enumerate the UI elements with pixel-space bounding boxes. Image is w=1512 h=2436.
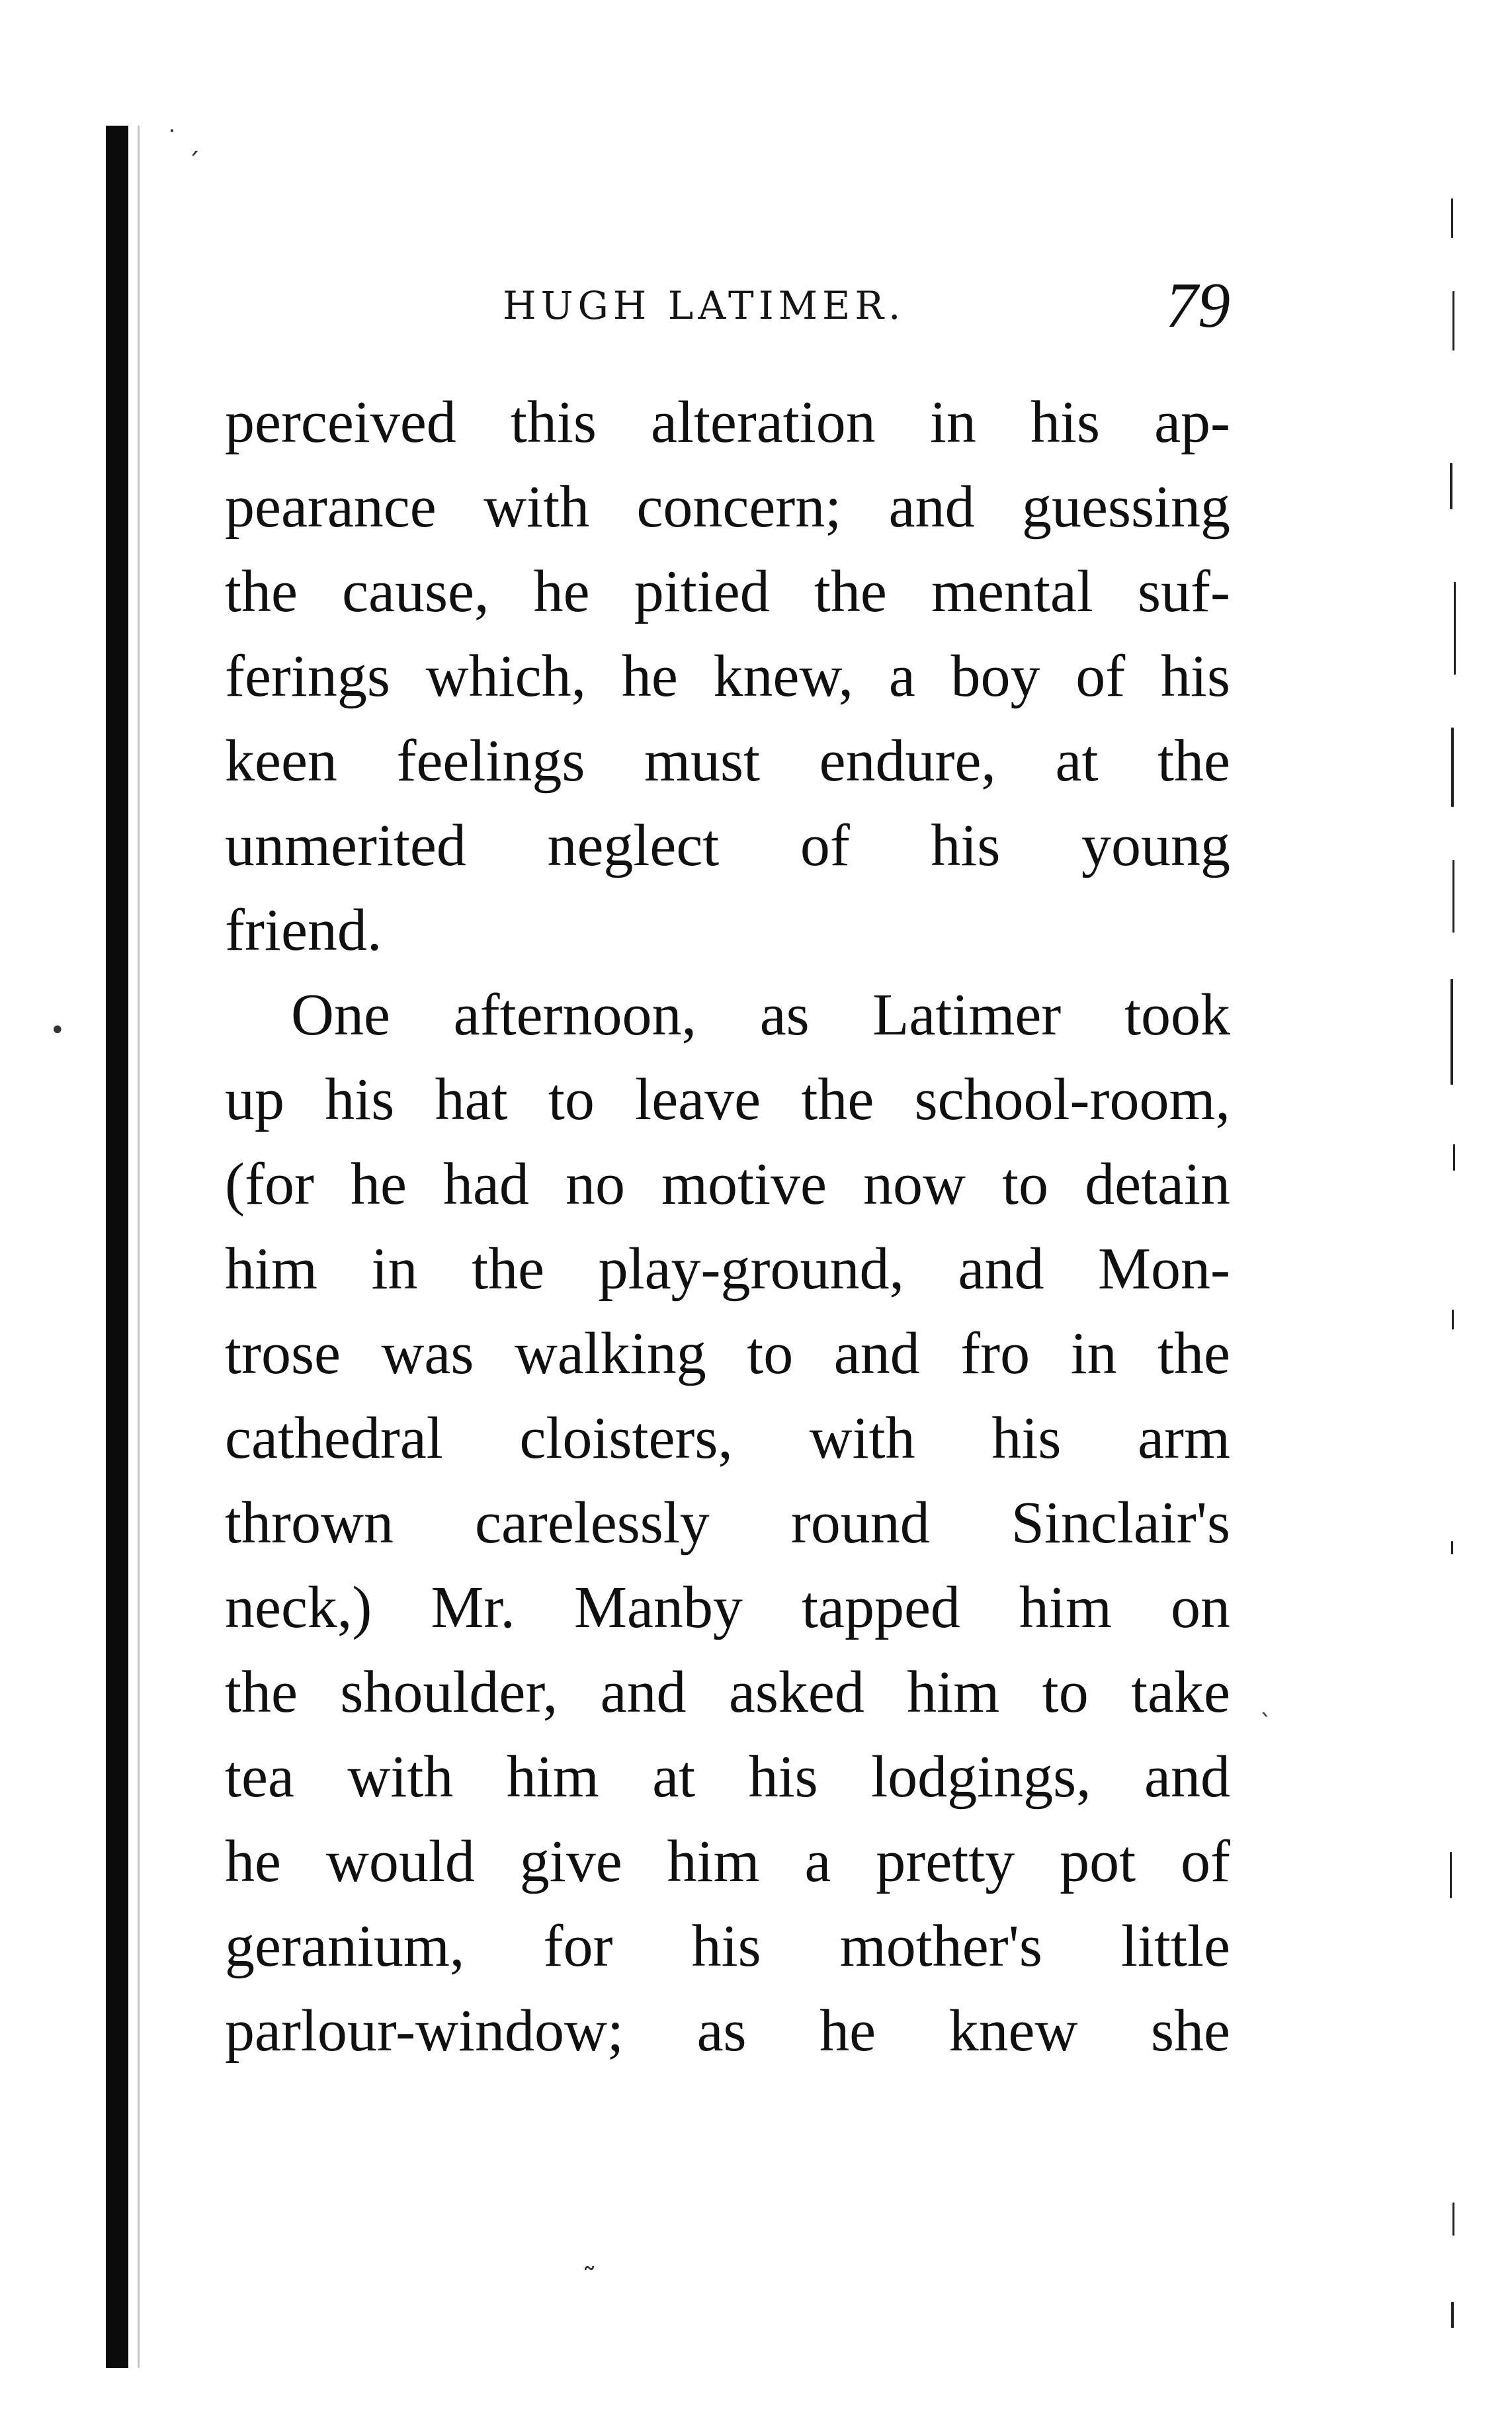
text-line: trose was walking to and fro in the xyxy=(225,1321,1230,1386)
text-line: him in the play-ground, and Mon- xyxy=(225,1236,1230,1302)
text-line: up his hat to leave the school-room, xyxy=(225,1067,1230,1132)
text-line: keen feelings must endure, at the xyxy=(225,728,1230,794)
text-line: (for he had no motive now to detain xyxy=(225,1152,1230,1217)
paragraph-start-line: One afternoon, as Latimer took xyxy=(291,982,1230,1048)
text-line: parlour-window; as he knew she xyxy=(225,1998,1230,2064)
right-page-edge-specks xyxy=(1449,185,1466,2368)
text-line: neck,) Mr. Manby tapped him on xyxy=(225,1575,1230,1640)
text-line: perceived this alteration in his ap- xyxy=(225,390,1230,455)
text-line: thrown carelessly round Sinclair's xyxy=(225,1490,1230,1556)
text-line: cathedral cloisters, with his arm xyxy=(225,1406,1230,1471)
text-line: tea with him at his lodgings, and xyxy=(225,1744,1230,1810)
running-title: HUGH LATIMER. xyxy=(503,283,905,328)
text-line: pearance with concern; and guessing xyxy=(225,474,1230,540)
running-head xyxy=(225,270,1230,343)
scan-speck: • xyxy=(50,1015,65,1046)
text-line: unmerited neglect of his young xyxy=(225,813,1230,878)
text-line: ferings which, he knew, a boy of his xyxy=(225,644,1230,709)
page-number: 79 xyxy=(1165,270,1230,341)
text-line: the shoulder, and asked him to take xyxy=(225,1659,1230,1725)
text-line: geranium, for his mother's little xyxy=(225,1913,1230,1979)
text-line: he would give him a pretty pot of xyxy=(225,1829,1230,1894)
text-line: friend. xyxy=(225,898,382,963)
page-binding-edge xyxy=(106,126,128,2368)
scan-speck: ˙ ˏ xyxy=(165,126,200,156)
scan-speck: ˎ xyxy=(1260,1690,1272,1717)
binding-shadow-line xyxy=(138,126,140,2368)
scan-speck: ˜ xyxy=(582,2262,597,2296)
text-line: the cause, he pitied the mental suf- xyxy=(225,559,1230,624)
body-text xyxy=(225,380,1230,2074)
